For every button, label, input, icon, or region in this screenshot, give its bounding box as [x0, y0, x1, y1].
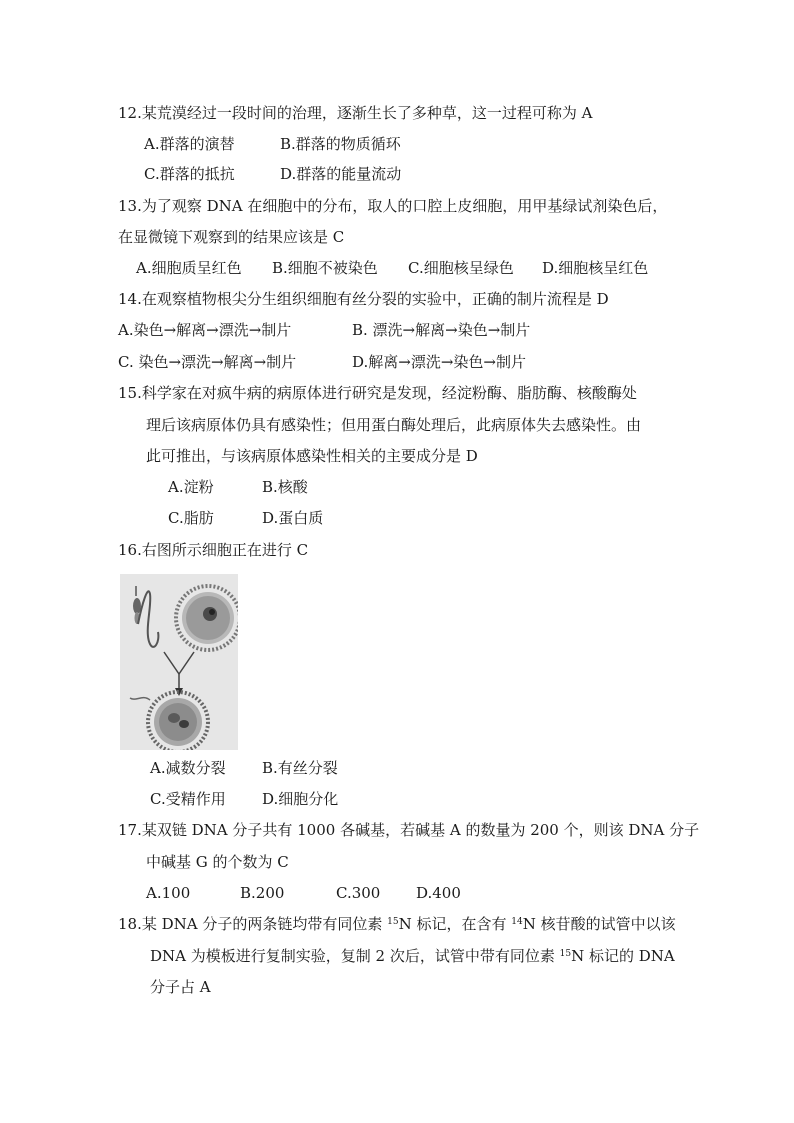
q15-stem-line2: 理后该病原体仍具有感染性；但用蛋白酶处理后，此病原体失去感染性。由 — [146, 416, 642, 434]
q18-isotope-14: 14 — [511, 917, 523, 927]
fertilization-figure — [120, 574, 238, 750]
q17-stem-line1: 17.某双链 DNA 分子共有 1000 各碱基，若碱基 A 的数量为 200 个，则该 DNA 分子 — [118, 821, 700, 839]
q12-stem: 12.某荒漠经过一段时间的治理，逐渐生长了多种草，这一过程可称为 A — [118, 104, 593, 122]
q13-stem-line1: 13.为了观察 DNA 在细胞中的分布，取人的口腔上皮细胞，用甲基绿试剂染色后， — [118, 197, 668, 215]
q13-option-b: B.细胞不被染色 — [272, 259, 378, 277]
q16-option-c: C.受精作用 — [150, 790, 226, 808]
q18-text-2b: N 标记的 DNA — [571, 947, 675, 965]
q17-option-d: D.400 — [416, 884, 461, 902]
q15-option-b: B.核酸 — [262, 478, 308, 496]
q18-isotope-15-a: 15 — [387, 917, 399, 927]
q17-stem-line2: 中碱基 G 的个数为 C — [146, 853, 289, 871]
q13-option-a: A.细胞质呈红色 — [136, 259, 242, 277]
q16-option-a: A.减数分裂 — [150, 759, 226, 777]
q13-stem-line2: 在显微镜下观察到的结果应该是 C — [118, 228, 345, 246]
fertilization-illustration — [120, 574, 238, 750]
q18-isotope-15-b: 15 — [559, 949, 572, 959]
q17-option-a: A.100 — [146, 884, 191, 902]
q17-option-c: C.300 — [336, 884, 381, 902]
q18-stem-line2 — [150, 946, 675, 966]
q15-option-a: A.淀粉 — [168, 478, 214, 496]
q18-stem-line1 — [118, 914, 676, 934]
q18-text-1c: N 核苷酸的试管中以该 — [522, 915, 676, 933]
q16-option-b: B.有丝分裂 — [262, 759, 338, 777]
q17-option-b: B.200 — [240, 884, 285, 902]
q13-option-c: C.细胞核呈绿色 — [408, 259, 514, 277]
q14-option-b: B. 漂洗→解离→染色→制片 — [352, 321, 531, 339]
q18-text-2a: DNA 为模板进行复制实验，复制 2 次后，试管中带有同位素 — [150, 947, 560, 965]
q13-option-d: D.细胞核呈红色 — [542, 259, 649, 277]
q14-option-c: C. 染色→漂洗→解离→制片 — [118, 353, 297, 371]
q18-stem-line3: 分子占 A — [150, 978, 211, 996]
q14-option-d: D.解离→漂洗→染色→制片 — [352, 353, 526, 371]
q15-stem-line3: 此可推出，与该病原体感染性相关的主要成分是 D — [146, 447, 478, 465]
q12-option-c: C.群落的抵抗 — [144, 165, 235, 183]
q15-option-c: C.脂肪 — [168, 509, 214, 527]
q14-stem: 14.在观察植物根尖分生组织细胞有丝分裂的实验中，正确的制片流程是 D — [118, 290, 609, 308]
q18-text-1b: N 标记，在含有 — [398, 915, 512, 933]
q15-option-d: D.蛋白质 — [262, 509, 324, 527]
q18-text-1a: 18.某 DNA 分子的两条链均带有同位素 — [118, 915, 388, 933]
q15-stem-line1: 15.科学家在对疯牛病的病原体进行研究是发现，经淀粉酶、脂肪酶、核酸酶处 — [118, 384, 637, 402]
q14-option-a: A.染色→解离→漂洗→制片 — [118, 321, 292, 339]
q12-option-a: A.群落的演替 — [144, 135, 235, 153]
q12-option-b: B.群落的物质循环 — [280, 135, 401, 153]
q12-option-d: D.群落的能量流动 — [280, 165, 402, 183]
q16-option-d: D.细胞分化 — [262, 790, 339, 808]
q16-stem: 16.右图所示细胞正在进行 C — [118, 541, 309, 559]
